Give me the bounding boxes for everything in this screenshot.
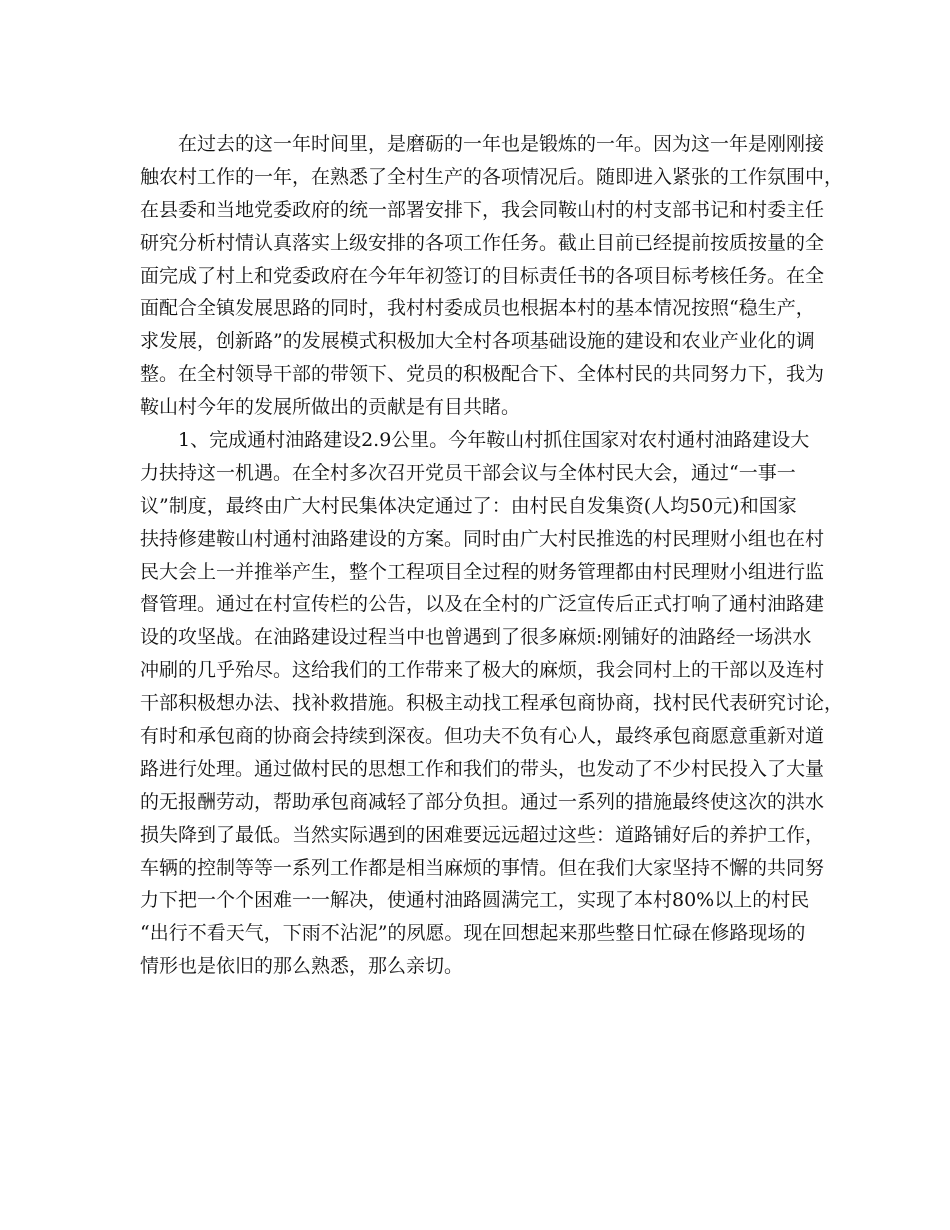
- text-line: 督管理。通过在村宣传栏的公告，以及在全村的广泛宣传后正式打响了通村油路建: [140, 593, 825, 616]
- paragraph-1: [140, 128, 844, 424]
- text-line: 干部积极想办法、找补救措施。积极主动找工程承包商协商，找村民代表研究讨论，: [140, 692, 844, 715]
- text-line: 扶持修建鞍山村通村油路建设的方案。同时由广大村民推选的村民理财小组也在村: [140, 527, 825, 550]
- text-line: 有时和承包商的协商会持续到深夜。但功夫不负有心人，最终承包商愿意重新对道: [140, 725, 825, 748]
- text-line: 车辆的控制等等一系列工作都是相当麻烦的事情。但在我们大家坚持不懈的共同努: [140, 856, 825, 879]
- text-line: 研究分析村情认真落实上级安排的各项工作任务。截止目前已经提前按质按量的全: [140, 231, 825, 254]
- text-line: 在过去的这一年时间里，是磨砺的一年也是锻炼的一年。因为这一年是刚刚接: [140, 133, 825, 155]
- text-line: 情形也是依旧的那么熟悉，那么亲切。: [140, 955, 464, 978]
- paragraph-2: [140, 424, 844, 983]
- text-line: 整。在全村领导干部的带领下、党员的积极配合下、全体村民的共同努力下，我为: [140, 363, 825, 386]
- text-line: 路进行处理。通过做村民的思想工作和我们的带头，也发动了不少村民投入了大量: [140, 757, 825, 780]
- text-line: 冲刷的几乎殆尽。这给我们的工作带来了极大的麻烦，我会同村上的干部以及连村: [140, 659, 825, 682]
- text-line: 设的攻坚战。在油路建设过程当中也曾遇到了很多麻烦:刚铺好的油路经一场洪水: [140, 626, 812, 649]
- text-line: 鞍山村今年的发展所做出的贡献是有目共睹。: [140, 396, 521, 419]
- text-line: 的无报酬劳动，帮助承包商减轻了部分负担。通过一系列的措施最终使这次的洪水: [140, 790, 825, 813]
- text-line: 力扶持这一机遇。在全村多次召开党员干部会议与全体村民大会，通过“一事一: [140, 461, 796, 484]
- text-line: “出行不看天气，下雨不沾泥”的夙愿。现在回想起来那些整日忙碌在修路现场的: [140, 922, 806, 945]
- document-body: [140, 128, 844, 983]
- text-line: 触农村工作的一年，在熟悉了全村生产的各项情况后。随即进入紧张的工作氛围中，: [140, 165, 844, 188]
- text-line: 力下把一个个困难一一解决，使通村油路圆满完工，实现了本村80%以上的村民: [140, 889, 810, 912]
- text-line: 面完成了村上和党委政府在今年年初签订的目标责任书的各项目标考核任务。在全: [140, 264, 825, 287]
- text-line: 民大会上一并推举产生，整个工程项目全过程的财务管理都由村民理财小组进行监: [140, 560, 825, 583]
- text-line: 求发展，创新路”的发展模式积极加大全村各项基础设施的建设和农业产业化的调: [140, 330, 815, 353]
- text-line: 议”制度，最终由广大村民集体决定通过了：由村民自发集资(人均50元)和国家: [140, 494, 797, 517]
- text-line: 1、完成通村油路建设2.9公里。今年鞍山村抓住国家对农村通村油路建设大: [140, 429, 810, 452]
- text-line: 在县委和当地党委政府的统一部署安排下，我会同鞍山村的村支部书记和村委主任: [140, 198, 825, 221]
- text-line: 损失降到了最低。当然实际遇到的困难要远远超过这些：道路铺好后的养护工作，: [140, 823, 825, 846]
- text-line: 面配合全镇发展思路的同时，我村村委成员也根据本村的基本情况按照“稳生产，: [140, 297, 815, 320]
